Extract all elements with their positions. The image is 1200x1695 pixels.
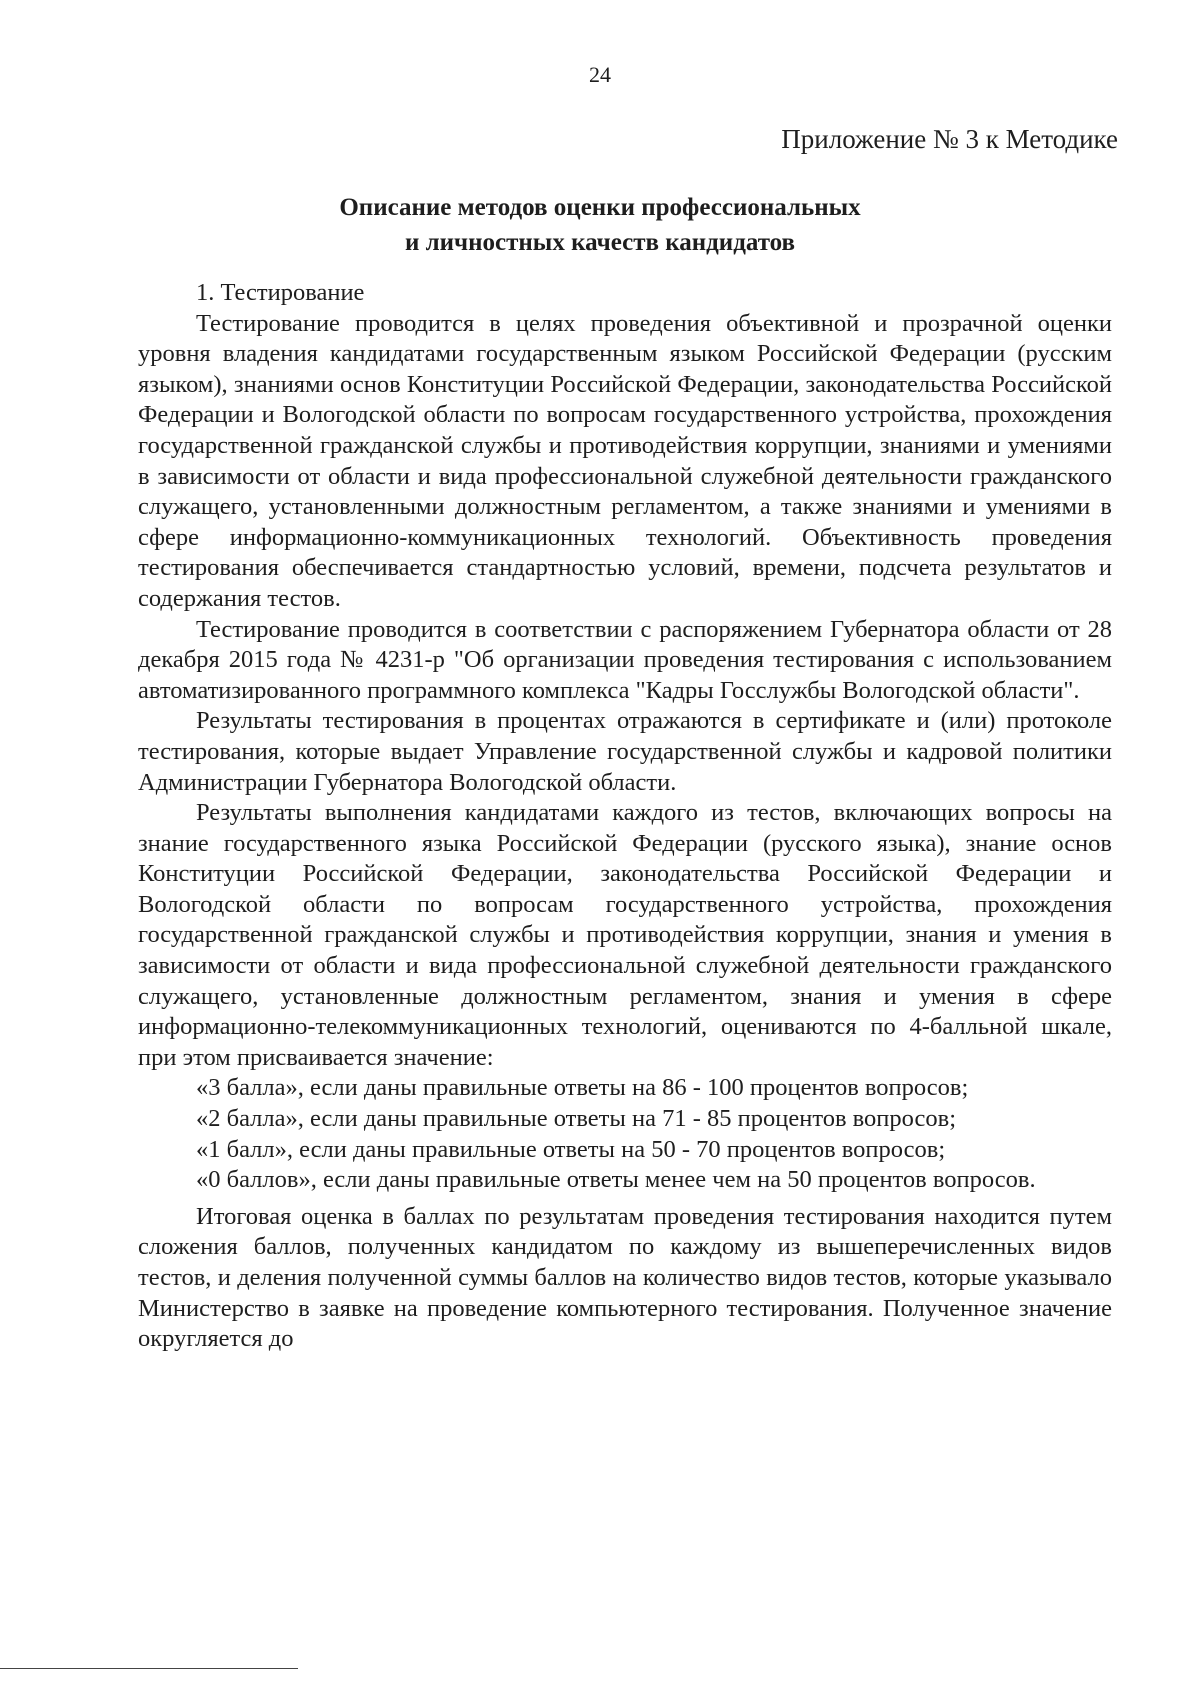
score-item: «0 баллов», если даны правильные ответы менее чем на 50 процентов вопросов. <box>196 1166 1036 1194</box>
appendix-label: Приложение № 3 к Методике <box>781 124 1118 154</box>
paragraph: Результаты тестирования в процентах отражаются в сертификате и (или) протоколе тестирования, которые выдает Управление государственной службы и кадровой политики Администрации Губернатора Вологодской области. <box>138 707 1112 796</box>
paragraph: Итоговая оценка в баллах по результатам проведения тестирования находится путем сложения баллов, полученных кандидатом по каждому из вышеперечисленных видов тестов, и деления полученной суммы баллов на количество видов тестов, которые указывало Министерство в заявке на проведение компьютерного тестирования. Полученное значение округляется до <box>138 1202 1112 1353</box>
page-number: 24 <box>589 62 611 87</box>
footnote-divider <box>0 1668 298 1669</box>
title-line-2: и личностных качеств кандидатов <box>404 229 796 256</box>
score-item: «1 балл», если даны правильные ответы на 50 - 70 процентов вопросов; <box>196 1135 946 1163</box>
document-body <box>138 278 1112 1355</box>
title-line-1: Описание методов оценки профессиональных <box>339 194 861 221</box>
document-title <box>0 190 1200 260</box>
paragraph: Тестирование проводится в целях проведения объективной и прозрачной оценки уровня владения кандидатами государственным языком Российской Федерации (русским языком), знаниями основ Конституции Российской Федерации, законодательства Российской Федерации и Вологодской области по вопросам государственного устройства, прохождения государственной гражданской службы и противодействия коррупции, знаниями и умениями в зависимости от области и вида профессиональной служебной деятельности гражданского служащего, установленными должностным регламентом, а также знаниями и умениями в сфере информационно-коммуникационных технологий. Объективность проведения тестирования обеспечивается стандартностью условий, времени, подсчета результатов и содержания тестов. <box>138 309 1112 612</box>
score-item: «3 балла», если даны правильные ответы на 86 - 100 процентов вопросов; <box>196 1074 969 1102</box>
paragraph: Результаты выполнения кандидатами каждого из тестов, включающих вопросы на знание государственного языка Российской Федерации (русского языка), знание основ Конституции Российской Федерации, законодательства Российской Федерации и Вологодской области по вопросам государственного устройства, прохождения государственной гражданской службы и противодействия коррупции, знания и умения в зависимости от области и вида профессиональной служебной деятельности гражданского служащего, установленные должностным регламентом, знания и умения в сфере информационно-телекоммуникационных технологий, оцениваются по 4-балльной шкале, при этом присваивается значение: <box>138 799 1112 1071</box>
paragraph: Тестирование проводится в соответствии с распоряжением Губернатора области от 28 декабря 2015 года № 4231-р "Об организации проведения тестирования с использованием автоматизированного программного комплекса "Кадры Госслужбы Вологодской области". <box>138 615 1112 704</box>
score-item: «2 балла», если даны правильные ответы на 71 - 85 процентов вопросов; <box>196 1105 957 1133</box>
section-heading: 1. Тестирование <box>196 279 365 306</box>
